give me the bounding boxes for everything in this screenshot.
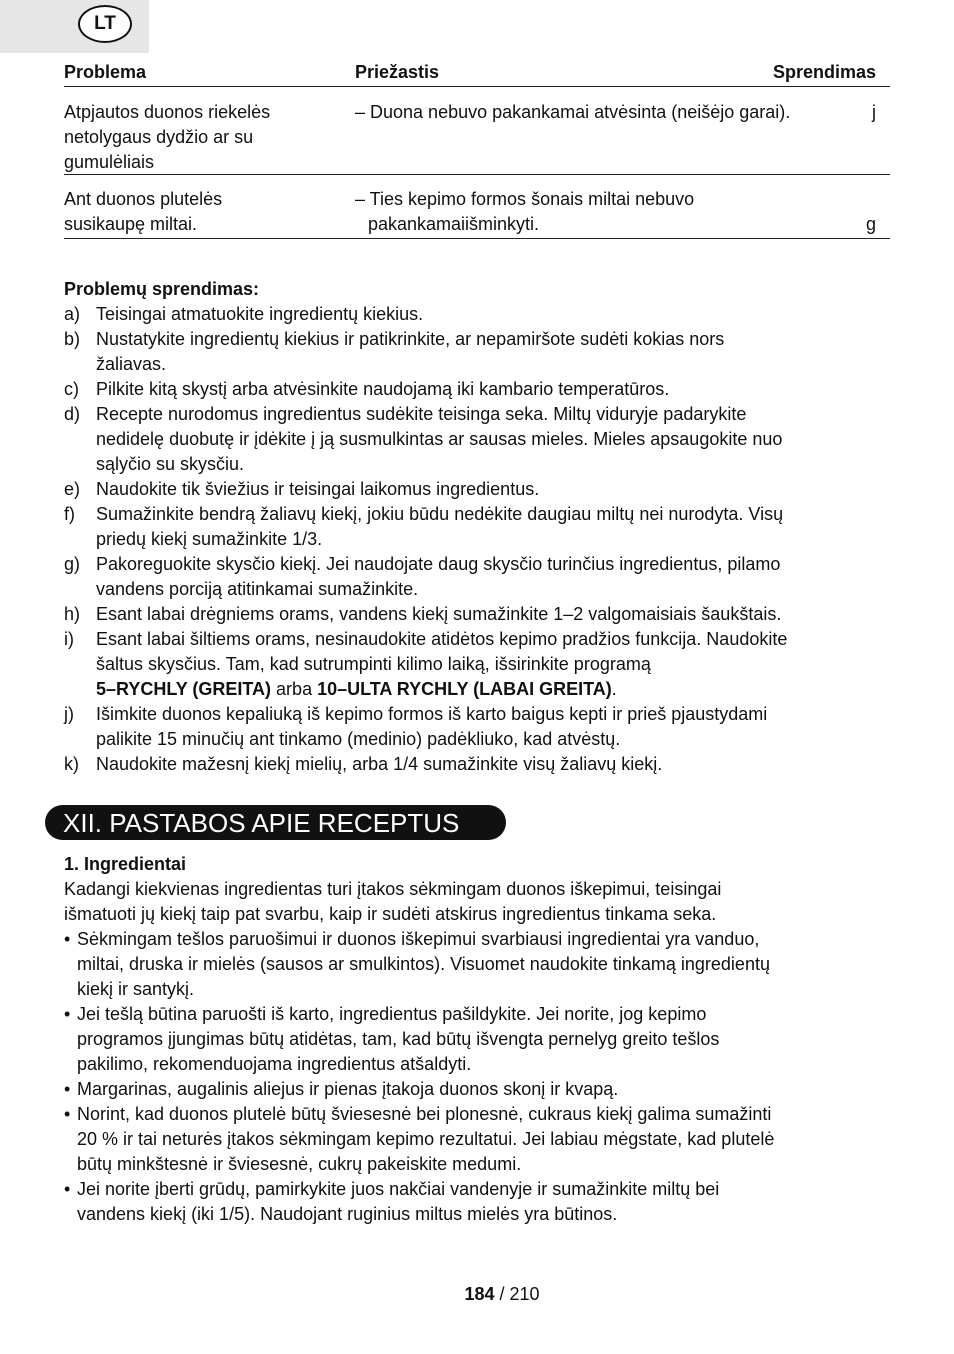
language-badge: LT xyxy=(78,5,132,43)
cause-line: – Ties kepimo formos šonais miltai nebuvo xyxy=(355,189,695,209)
list-item xyxy=(64,602,890,627)
list-line: Sumažinkite bendrą žaliavų kiekį, jokiu būdu nedėkite daugiau miltų nei nurodyta. Visų xyxy=(96,504,784,524)
bullet-line: kiekį ir santykį. xyxy=(77,979,195,999)
list-marker: g) xyxy=(64,554,81,574)
language-tab xyxy=(0,0,149,53)
list-line: Pakoreguokite skysčio kiekį. Jei naudojate daug skysčio turinčius ingredientus, pilamo xyxy=(96,554,781,574)
page-total: 210 xyxy=(509,1284,540,1304)
intro-line: Kadangi kiekvienas ingredientas turi įtakos sėkmingam duonos iškepimui, teisingai xyxy=(64,879,722,899)
list-item xyxy=(64,402,890,477)
header-problem: Problema xyxy=(64,62,147,82)
cause-cell xyxy=(355,100,875,125)
list-item xyxy=(64,752,890,777)
problem-line: Ant duonos plutelės xyxy=(64,189,223,209)
list-line: Teisingai atmatuokite ingredientų kiekius. xyxy=(96,304,424,324)
bullet-line: Jei tešlą būtina paruošti iš karto, ingredientus pašildykite. Jei norite, jog kepimo xyxy=(77,1004,707,1024)
list-line: vandens porciją atitinkamai sumažinkite. xyxy=(96,579,419,599)
list-line: sąlyčio su skysčiu. xyxy=(96,454,245,474)
solutions-title: Problemų sprendimas: xyxy=(64,279,260,299)
list-line: Pilkite kitą skystį arba atvėsinkite naudojamą iki kambario temperatūros. xyxy=(96,379,670,399)
list-line: Išimkite duonos kepaliuką iš kepimo formos iš karto baigus kepti ir prieš pjaustydami xyxy=(96,704,768,724)
list-marker: h) xyxy=(64,604,81,624)
bullet-dot: • xyxy=(64,929,71,949)
ingredients-section xyxy=(64,852,890,1227)
solutions-section xyxy=(64,277,890,777)
list-marker: b) xyxy=(64,329,81,349)
list-item xyxy=(64,702,890,752)
problem-line: netolygaus dydžio ar su xyxy=(64,127,254,147)
list-marker: k) xyxy=(64,754,79,774)
list-marker: c) xyxy=(64,379,79,399)
page-separator: / xyxy=(494,1284,510,1304)
list-marker: e) xyxy=(64,479,81,499)
list-line: nedidelę duobutę ir įdėkite į ją susmulkintas ar sausas mieles. Mieles apsaugokite nuo xyxy=(96,429,783,449)
table-row xyxy=(64,175,890,239)
cause-line: – Duona nebuvo pakankamai atvėsinta (neišėjo garai). xyxy=(355,102,791,122)
bullet-line: 20 % ir tai neturės įtakos sėkmingam kepimo rezultatui. Jei labiau mėgstate, kad plutelė xyxy=(77,1129,775,1149)
bullet-dot: • xyxy=(64,1004,71,1024)
problem-line: susikaupę miltai. xyxy=(64,214,198,234)
list-marker: i) xyxy=(64,629,74,649)
bullet-line: Jei norite įberti grūdų, pamirkykite juos nakčiai vandenyje ir sumažinkite miltų bei xyxy=(77,1179,720,1199)
list-marker: j) xyxy=(64,704,74,724)
intro-line: išmatuoti jų kiekį taip pat svarbu, kaip ir sudėti atskirus ingredientus tinkama seka. xyxy=(64,904,717,924)
list-marker: d) xyxy=(64,404,81,424)
bullet-item xyxy=(64,1102,890,1177)
list-marker: a) xyxy=(64,304,81,324)
cause-line: pakankamaiišminkyti. xyxy=(368,214,540,234)
bullet-item xyxy=(64,1177,890,1227)
list-line: Esant labai šiltiems orams, nesinaudokite atidėtos kepimo pradžios funkcija. Naudokite xyxy=(96,629,788,649)
problem-cell xyxy=(64,187,344,237)
bullet-item xyxy=(64,1002,890,1077)
solution-cell: g xyxy=(865,214,876,234)
list-marker: f) xyxy=(64,504,75,524)
list-item xyxy=(64,502,890,552)
problem-line: Atpjautos duonos riekelės xyxy=(64,102,271,122)
ingredients-subtitle: 1. Ingredientai xyxy=(64,854,187,874)
list-item xyxy=(64,477,890,502)
cause-cell xyxy=(355,187,875,237)
list-line: Naudokite mažesnį kiekį mielių, arba 1/4 sumažinkite visų žaliavų kiekį. xyxy=(96,754,663,774)
header-cause: Priežastis xyxy=(355,62,440,82)
bullet-item xyxy=(64,1077,890,1102)
bullet-line: miltai, druska ir mielės (sausos ar smulkintos). Visuomet naudokite tinkamą ingredientų xyxy=(77,954,770,974)
list-line: Recepte nurodomus ingredientus sudėkite teisinga seka. Miltų viduryje padarykite xyxy=(96,404,747,424)
bullet-item xyxy=(64,927,890,1002)
section-heading-banner: XII. PASTABOS APIE RECEPTUS xyxy=(45,805,506,840)
table-header-row xyxy=(64,60,890,87)
list-item xyxy=(64,552,890,602)
list-line: palikite 15 minučių ant tinkamo (medinio) padėkliuko, kad atvėstų. xyxy=(96,729,621,749)
bullet-dot: • xyxy=(64,1179,71,1199)
bullet-dot: • xyxy=(64,1104,71,1124)
program-line xyxy=(96,677,890,702)
table-row xyxy=(64,87,890,175)
bullet-line: Margarinas, augalinis aliejus ir pienas įtakoja duonos skonį ir kvapą. xyxy=(77,1079,619,1099)
list-line: Nustatykite ingredientų kiekius ir patikrinkite, ar nepamiršote sudėti kokias nors xyxy=(96,329,725,349)
bullet-line: būtų minkštesnė ir šviesesnė, cukrų pakeiskite medumi. xyxy=(77,1154,522,1174)
problem-cell xyxy=(64,100,344,175)
program-period: . xyxy=(611,679,617,699)
solution-cell: j xyxy=(872,102,876,122)
program-name-fast: 5–RYCHLY (GREITA) xyxy=(96,679,272,699)
program-connector: arba xyxy=(271,679,318,699)
list-line: šaltus skysčius. Tam, kad sutrumpinti kilimo laiką, išsirinkite programą xyxy=(96,654,651,674)
list-line: Esant labai drėgniems orams, vandens kiekį sumažinkite 1–2 valgomaisiais šaukštais. xyxy=(96,604,782,624)
list-line: Naudokite tik šviežius ir teisingai laikomus ingredientus. xyxy=(96,479,540,499)
bullet-line: Norint, kad duonos plutelė būtų šviesesnė bei plonesnė, cukraus kiekį galima sumažinti xyxy=(77,1104,772,1124)
header-solution: Sprendimas xyxy=(772,62,876,82)
bullet-dot: • xyxy=(64,1079,71,1099)
bullet-line: Sėkmingam tešlos paruošimui ir duonos iškepimui svarbiausi ingredientai yra vanduo, xyxy=(77,929,760,949)
bullet-line: pakilimo, rekomenduojama ingredientus atšaldyti. xyxy=(77,1054,472,1074)
page-current: 184 xyxy=(464,1284,495,1304)
problem-line: gumulėliais xyxy=(64,152,155,172)
troubleshooting-table xyxy=(64,60,890,239)
list-item xyxy=(64,377,890,402)
list-item xyxy=(64,302,890,327)
list-line: žaliavas. xyxy=(96,354,167,374)
bullet-line: programos įjungimas būtų atidėtas, tam, kad būtų išvengta pernelyg greito tešlos xyxy=(77,1029,720,1049)
program-name-ultrafast: 10–ULTA RYCHLY (LABAI GREITA) xyxy=(317,679,612,699)
list-line: priedų kiekį sumažinkite 1/3. xyxy=(96,529,323,549)
bullet-line: vandens kiekį (iki 1/5). Naudojant ruginius miltus mielės yra būtinos. xyxy=(77,1204,618,1224)
list-item xyxy=(64,627,890,702)
page-number xyxy=(0,1284,954,1305)
list-item xyxy=(64,327,890,377)
